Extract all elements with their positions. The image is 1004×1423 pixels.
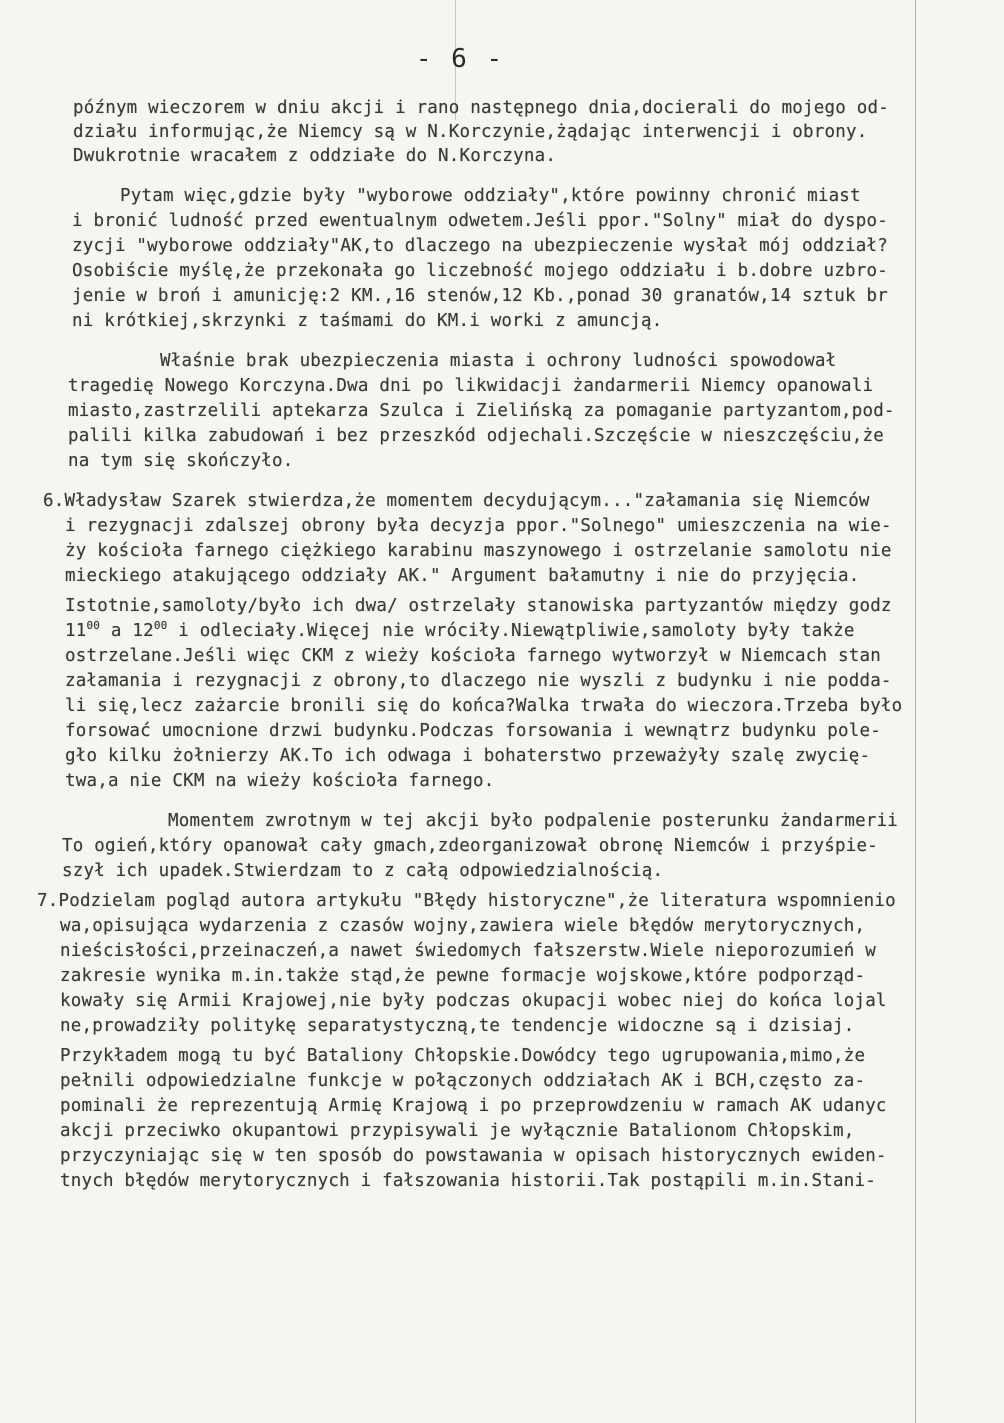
page-number: - 6 -	[415, 44, 505, 74]
text-line	[65, 539, 892, 563]
text-line-content: nieścisłości,przeinaczeń,a nawet świedomych fałszerstw.Wiele nieporozumień w	[60, 941, 876, 961]
text-line-content: pominali że reprezentują Armię Krajową i po przeprowdzeniu w ramach AK udanyc	[60, 1096, 887, 1116]
text-line	[62, 859, 663, 883]
text-line-content: Osobiście myślę,że przekonała go liczebność mojego oddziału i b.dobre uzbro-	[72, 261, 888, 281]
text-line	[65, 694, 902, 718]
text-line	[168, 809, 898, 833]
text-line-content: Pytam więc,gdzie były "wyborowe oddziały",które powinny chronić miast	[120, 186, 861, 206]
text-line-content: zakresie wynika m.in.także stąd,że pewne formacje wojskowe,które podporząd-	[60, 966, 866, 986]
text-line	[65, 564, 859, 588]
text-line	[65, 514, 892, 538]
text-line-content: 7.Podzielam pogląd autora artykułu "Błędy historyczne",że literatura wspomnienio	[37, 891, 896, 911]
text-line-content: 6.Władysław Szarek stwierdza,że momentem decydującym..."załamania się Niemców	[43, 491, 870, 511]
text-line	[60, 1094, 887, 1118]
text-line-content: ży kościoła farnego ciężkiego karabinu maszynowego i ostrzelanie samolotu nie	[65, 541, 892, 561]
text-line	[65, 594, 892, 618]
text-line	[37, 889, 896, 913]
text-line	[120, 184, 861, 208]
text-line	[65, 644, 881, 668]
text-line-content: tnych błędów merytorycznych i fałszowania historii.Tak postąpili m.in.Stani-	[60, 1171, 876, 1191]
text-line-content: To ogień,który opanował cały gmach,zdeorganizował obronę Niemców i przyśpie-	[62, 836, 878, 856]
text-line-content: i rezygnacji zdalszej obrony była decyzja ppor."Solnego" umieszczenia na wie-	[65, 516, 892, 536]
text-line-content: Momentem zwrotnym w tej akcji było podpalenie posterunku żandarmerii	[168, 811, 899, 831]
text-line	[68, 424, 884, 448]
text-line	[60, 1044, 865, 1068]
text-line	[60, 914, 865, 938]
text-line	[43, 489, 870, 513]
text-line-content: tragedię Nowego Korczyna.Dwa dni po likwidacji żandarmerii Niemcy opanowali	[68, 376, 874, 396]
text-line	[65, 669, 892, 693]
text-line-content: wa,opisująca wydarzenia z czasów wojny,zawiera wiele błędów merytorycznych,	[60, 916, 866, 936]
text-line	[160, 349, 836, 373]
text-line	[60, 1169, 876, 1193]
text-line-content: ostrzelane.Jeśli więc CKM z wieży kościoła farnego wytworzył w Niemcach stan	[65, 646, 881, 666]
text-line	[68, 449, 293, 473]
text-line-content: i bronić ludność przed ewentualnym odwetem.Jeśli ppor."Solny" miał do dyspo-	[72, 211, 888, 231]
text-line-content: gło kilku żołnierzy AK.To ich odwaga i bohaterstwo przeważyły szalę zwycię-	[65, 746, 871, 766]
text-line	[73, 96, 889, 120]
text-line	[65, 744, 870, 768]
text-line-content: Dwukrotnie wracałem z oddziałe do N.Korczyna.	[73, 146, 557, 166]
text-line-content: i odleciały.Więcej nie wróciły.Niewątpliwie,samoloty były także	[167, 621, 855, 641]
text-line	[72, 234, 888, 258]
text-line-content: późnym wieczorem w dniu akcji i rano następnego dnia,docierali do mojego od-	[73, 98, 889, 118]
text-line-content: szył ich upadek.Stwierdzam to z całą odpowiedzialnością.	[62, 861, 664, 881]
text-line-content: Właśnie brak ubezpieczenia miasta i ochrony ludności spowodował	[160, 351, 837, 371]
text-line-content: na tym się skończyło.	[68, 451, 294, 471]
text-line	[68, 399, 895, 423]
text-line-content: jenie w broń i amunicję:2 KM.,16 stenów,12 Kb.,ponad 30 granatów,14 sztuk br	[72, 286, 888, 306]
text-line-content: ne,prowadziły politykę separatystyczną,te tendencje widoczne są i dzisiaj.	[60, 1016, 855, 1036]
text-line	[65, 769, 494, 793]
text-line-content: załamania i rezygnacji z obrony,to dlaczego nie wyszli z budynku i nie podda-	[65, 671, 892, 691]
text-line	[72, 259, 888, 283]
text-line	[73, 120, 867, 144]
superscript: 00	[86, 619, 101, 633]
text-line-content: działu informując,że Niemcy są w N.Korczynie,żądając interwencji i obrony.	[73, 122, 868, 142]
text-line-content: a 12	[100, 621, 154, 641]
scan-fold-line	[915, 0, 916, 1423]
text-line	[60, 1144, 887, 1168]
text-line	[65, 619, 855, 643]
text-line	[60, 939, 876, 963]
text-line-content: pełnili odpowiedzialne funkcje w połączonych oddziałach AK i BCH,często za-	[60, 1071, 866, 1091]
text-line	[60, 964, 865, 988]
text-line	[73, 144, 556, 168]
text-line	[60, 989, 887, 1013]
text-line-content: miasto,zastrzelili aptekarza Szulca i Zielińską za pomaganie partyzantom,pod-	[68, 401, 895, 421]
text-line-content: przyczyniając się w ten sposób do powstawania w opisach historycznych ewiden-	[60, 1146, 887, 1166]
text-line-content: zycji "wyborowe oddziały"AK,to dlaczego na ubezpieczenie wysłał mój oddział?	[72, 236, 888, 256]
text-line-content: Istotnie,samoloty/było ich dwa/ ostrzelały stanowiska partyzantów między godz	[65, 596, 892, 616]
text-line-content: palili kilka zabudowań i bez przeszkód odjechali.Szczęście w nieszczęściu,że	[68, 426, 884, 446]
text-line	[60, 1119, 854, 1143]
text-line-content: mieckiego atakującego oddziały AK." Argument bałamutny i nie do przyjęcia.	[65, 566, 860, 586]
text-line-content: ni krótkiej,skrzynki z taśmami do KM.i worki z amuncją.	[72, 311, 663, 331]
text-line	[72, 209, 888, 233]
scan-fold-line-secondary	[455, 0, 456, 120]
text-line	[60, 1014, 854, 1038]
text-line	[65, 719, 881, 743]
text-line-content: twa,a nie CKM na wieży kościoła farnego.	[65, 771, 495, 791]
text-line	[72, 309, 662, 333]
text-line-content: forsować umocnione drzwi budynku.Podczas forsowania i wewnątrz budynku pole-	[65, 721, 881, 741]
text-line-content: kowały się Armii Krajowej,nie były podczas okupacji wobec niej do końca lojal	[60, 991, 887, 1011]
text-line	[60, 1069, 865, 1093]
text-line-content: Przykładem mogą tu być Bataliony Chłopskie.Dowódcy tego ugrupowania,mimo,że	[60, 1046, 866, 1066]
text-line-content: 11	[65, 621, 87, 641]
text-line-content: akcji przeciwko okupantowi przypisywali je wyłącznie Batalionom Chłopskim,	[60, 1121, 855, 1141]
text-line	[68, 374, 873, 398]
text-line	[62, 834, 878, 858]
text-line	[72, 284, 888, 308]
superscript: 00	[153, 619, 168, 633]
text-line-content: li się,lecz zażarcie bronili się do końca?Walka trwała do wieczora.Trzeba było	[65, 696, 903, 716]
